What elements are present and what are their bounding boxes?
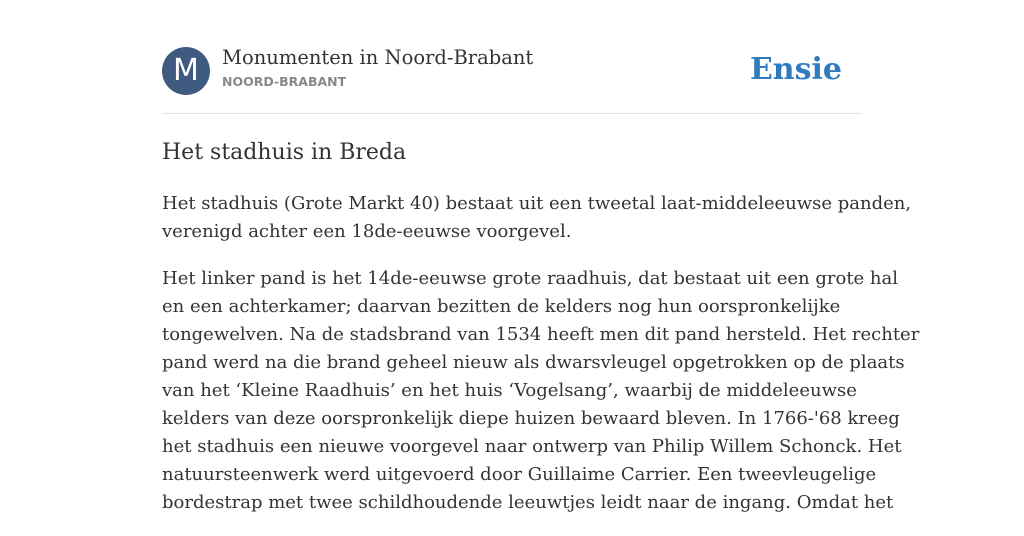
group-subtitle: NOORD-BRABANT	[222, 74, 347, 89]
group-header	[162, 46, 862, 96]
paragraph-2	[162, 265, 920, 517]
group-avatar[interactable]: M	[162, 47, 210, 95]
text-line: bordestrap met twee schildhoudende leeuwtjes leidt naar de ingang. Omdat het	[162, 492, 894, 513]
group-title-link[interactable]: Monumenten in Noord-Brabant	[222, 46, 534, 69]
text-line: van het ‘Kleine Raadhuis’ en het huis ‘Vogelsang’, waarbij de middeleeuwse	[162, 380, 857, 401]
text-line: natuursteenwerk werd uitgevoerd door Guillaime Carrier. Een tweevleugelige	[162, 464, 877, 485]
text-line: Het stadhuis (Grote Markt 40) bestaat uit een tweetal laat-middeleeuwse panden,	[162, 193, 912, 214]
text-line: verenigd achter een 18de-eeuwse voorgevel.	[162, 221, 572, 242]
text-line: en een achterkamer; daarvan bezitten de kelders nog hun oorspronkelijke	[162, 296, 841, 317]
ensie-logo[interactable]: Ensie	[749, 52, 842, 87]
article-body	[162, 190, 920, 536]
header-divider	[162, 113, 862, 114]
article-title: Het stadhuis in Breda	[162, 140, 407, 165]
paragraph-1	[162, 190, 912, 246]
text-line: het stadhuis een nieuwe voorgevel naar ontwerp van Philip Willem Schonck. Het	[162, 436, 902, 457]
text-line: pand werd na die brand geheel nieuw als dwarsvleugel opgetrokken op de plaats	[162, 352, 905, 373]
text-line: Het linker pand is het 14de-eeuwse grote raadhuis, dat bestaat uit een grote hal	[162, 268, 899, 289]
text-line: tongewelven. Na de stadsbrand van 1534 heeft men dit pand hersteld. Het rechter	[162, 324, 920, 345]
text-line: kelders van deze oorspronkelijk diepe huizen bewaard bleven. In 1766-'68 kreeg	[162, 408, 900, 429]
